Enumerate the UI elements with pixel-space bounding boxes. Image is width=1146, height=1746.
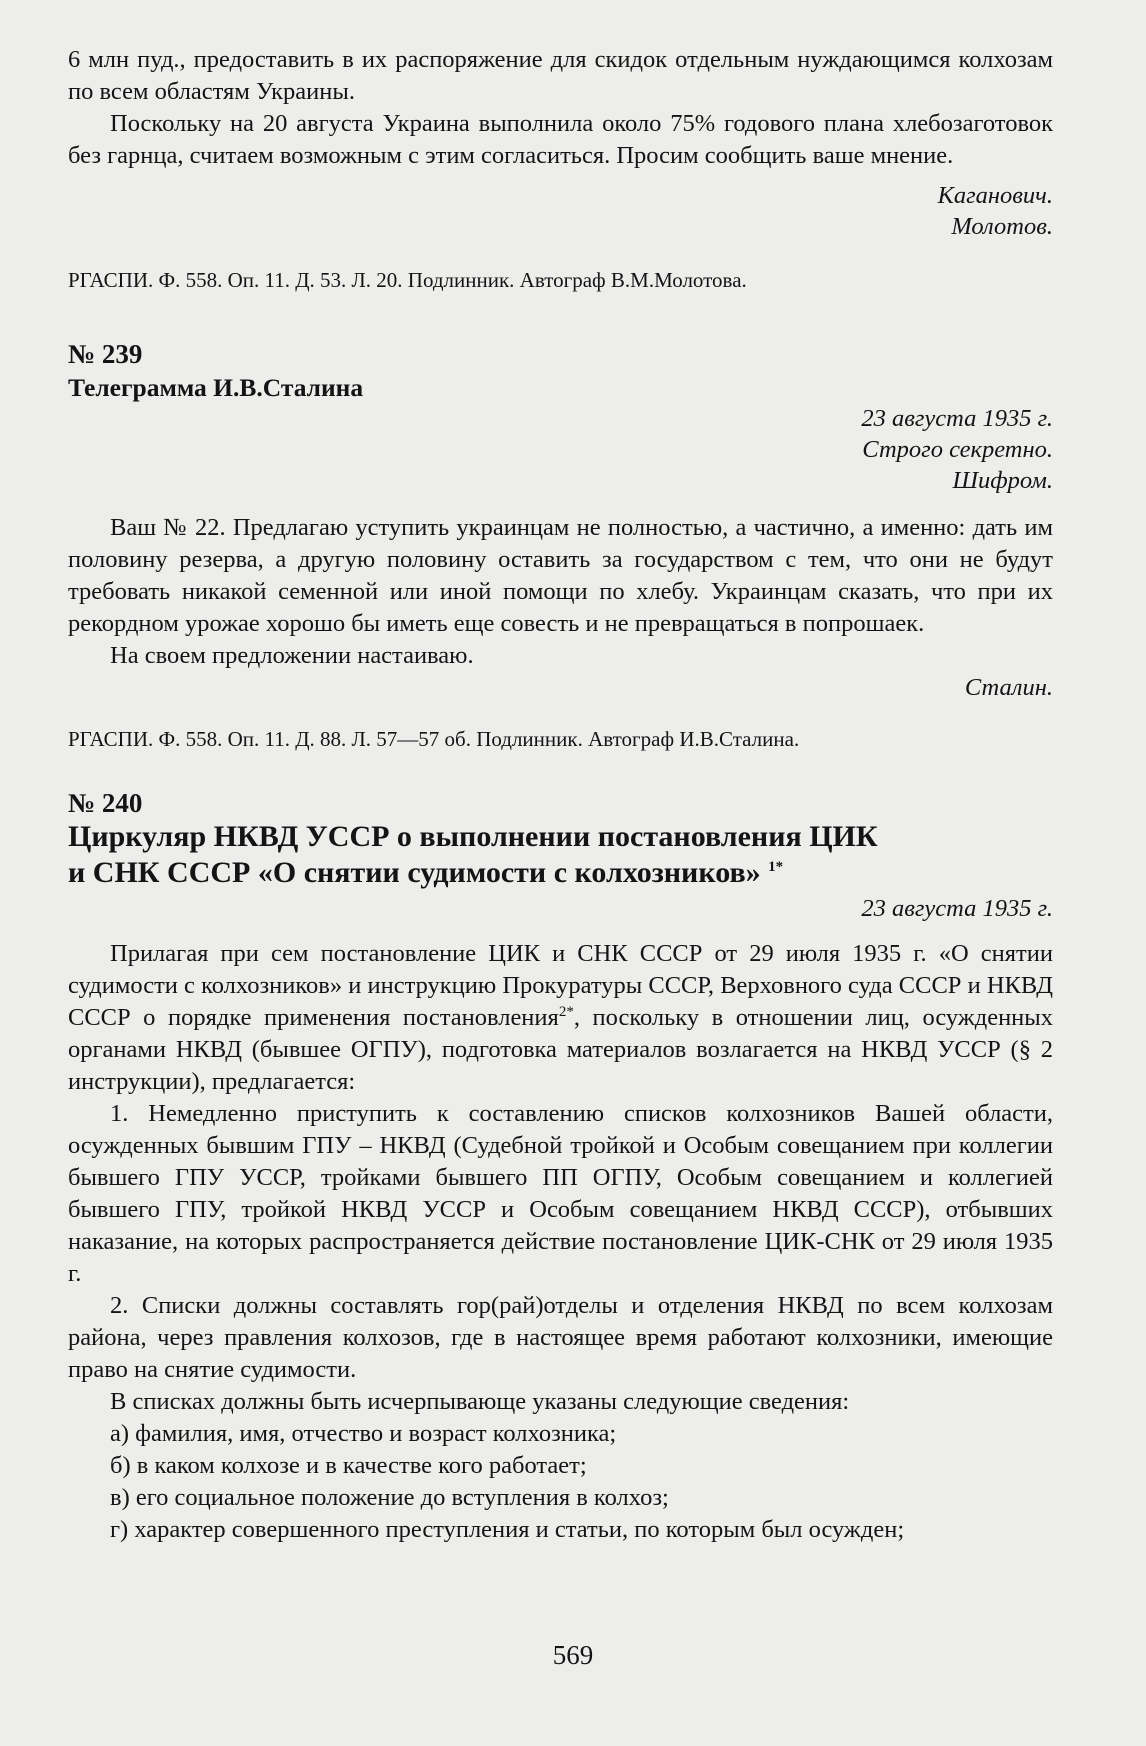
cipher-mark: Шифром. bbox=[952, 467, 1053, 494]
circular-item-2: 2. Списки должны составлять гор(рай)отделы и отделения НКВД по всем колхозам района, через правления колхозов, где в настоящее время работают колхозники, имеющие право на снятие судимости. bbox=[68, 1292, 1053, 1383]
list-intro: В списках должны быть исчерпывающе указаны следующие сведения: bbox=[110, 1388, 850, 1415]
archive-source-2: РГАСПИ. Ф. 558. Оп. 11. Д. 88. Л. 57—57 об. Подлинник. Автограф И.В.Сталина. bbox=[68, 727, 800, 751]
signature-molotov: Молотов. bbox=[951, 213, 1053, 240]
document-title-239: Телеграмма И.В.Сталина bbox=[68, 373, 364, 402]
page-number: 569 bbox=[552, 1640, 594, 1670]
document-date-239: 23 августа 1935 г. bbox=[861, 405, 1053, 432]
document-page bbox=[68, 44, 1053, 1546]
circular-paragraph-1-text-a: Прилагая при сем постановление ЦИК и СНК СССР от 29 июля 1935 г. «О снятии судимости с колхозников» и инструкцию Прокуратуры СССР, Верховного суда СССР и НКВД СССР о порядке применения постановления bbox=[68, 940, 1053, 1031]
footnote-marker-1: 1* bbox=[768, 859, 784, 875]
document-number-239: № 239 bbox=[68, 339, 143, 369]
telegram-paragraph-1: Ваш № 22. Предлагаю уступить украинцам не полностью, а частично, а именно: дать им половину резерва, а другую половину оставить за государством с тем, что они не будут требовать никакой семенной или иной помощи по хлебу. Украинцам сказать, что при их рекордном урожае хорошо бы иметь еще совесть и не превращаться в попрошаек. bbox=[68, 514, 1053, 637]
circular-paragraph-1-text-b: , поскольку в отношении лиц, осужденных органами НКВД (бывшее ОГПУ), подготовка материалов возлагается на НКВД УССР (§ 2 инструкции), предлагается: bbox=[68, 1004, 1053, 1095]
title-line-2-text: и СНК СССР «О снятии судимости с колхозников» bbox=[68, 856, 761, 889]
circular-paragraph-1 bbox=[68, 938, 1053, 1098]
list-item-a: а) фамилия, имя, отчество и возраст колхозника; bbox=[110, 1420, 617, 1447]
intro-paragraph-1: 6 млн пуд., предоставить в их распоряжение для скидок отдельным нуждающимся колхозам по всем областям Украины. bbox=[68, 46, 1053, 105]
document-number-240: № 240 bbox=[68, 788, 143, 818]
document-date-240: 23 августа 1935 г. bbox=[861, 895, 1053, 922]
telegram-paragraph-2: На своем предложении настаиваю. bbox=[110, 642, 474, 669]
intro-paragraph-2: Поскольку на 20 августа Украина выполнила около 75% годового плана хлебозаготовок без гарнца, считаем возможным с этим согласиться. Просим сообщить ваше мнение. bbox=[68, 110, 1053, 169]
list-item-b: б) в каком колхозе и в качестве кого работает; bbox=[110, 1452, 587, 1479]
circular-item-1: 1. Немедленно приступить к составлению списков колхозников Вашей области, осужденных бывшим ГПУ – НКВД (Судебной тройкой и Особым совещанием при коллегии бывшего ГПУ УССР, тройками бывшего ПП ОГПУ, Особым совещанием и коллегией бывшего ГПУ, тройкой НКВД УССР и Особым совещанием НКВД СССР), отбывших наказание, на которых распространяется действие постановление ЦИК-СНК от 29 июля 1935 г. bbox=[68, 1100, 1053, 1287]
footnote-marker-2: 2* bbox=[558, 1003, 574, 1020]
signature-kaganovich: Каганович. bbox=[937, 182, 1053, 209]
signature-stalin: Сталин. bbox=[964, 674, 1053, 701]
list-item-g: г) характер совершенного преступления и статьи, по которым был осужден; bbox=[110, 1516, 905, 1543]
document-title-240-line-2 bbox=[68, 855, 1053, 891]
list-item-v: в) его социальное положение до вступления в колхоз; bbox=[110, 1484, 669, 1511]
archive-source-1: РГАСПИ. Ф. 558. Оп. 11. Д. 53. Л. 20. Подлинник. Автограф В.М.Молотова. bbox=[68, 268, 747, 292]
document-title-240-line-1: Циркуляр НКВД УССР о выполнении постановления ЦИК bbox=[68, 820, 878, 853]
secrecy-mark: Строго секретно. bbox=[862, 436, 1053, 463]
